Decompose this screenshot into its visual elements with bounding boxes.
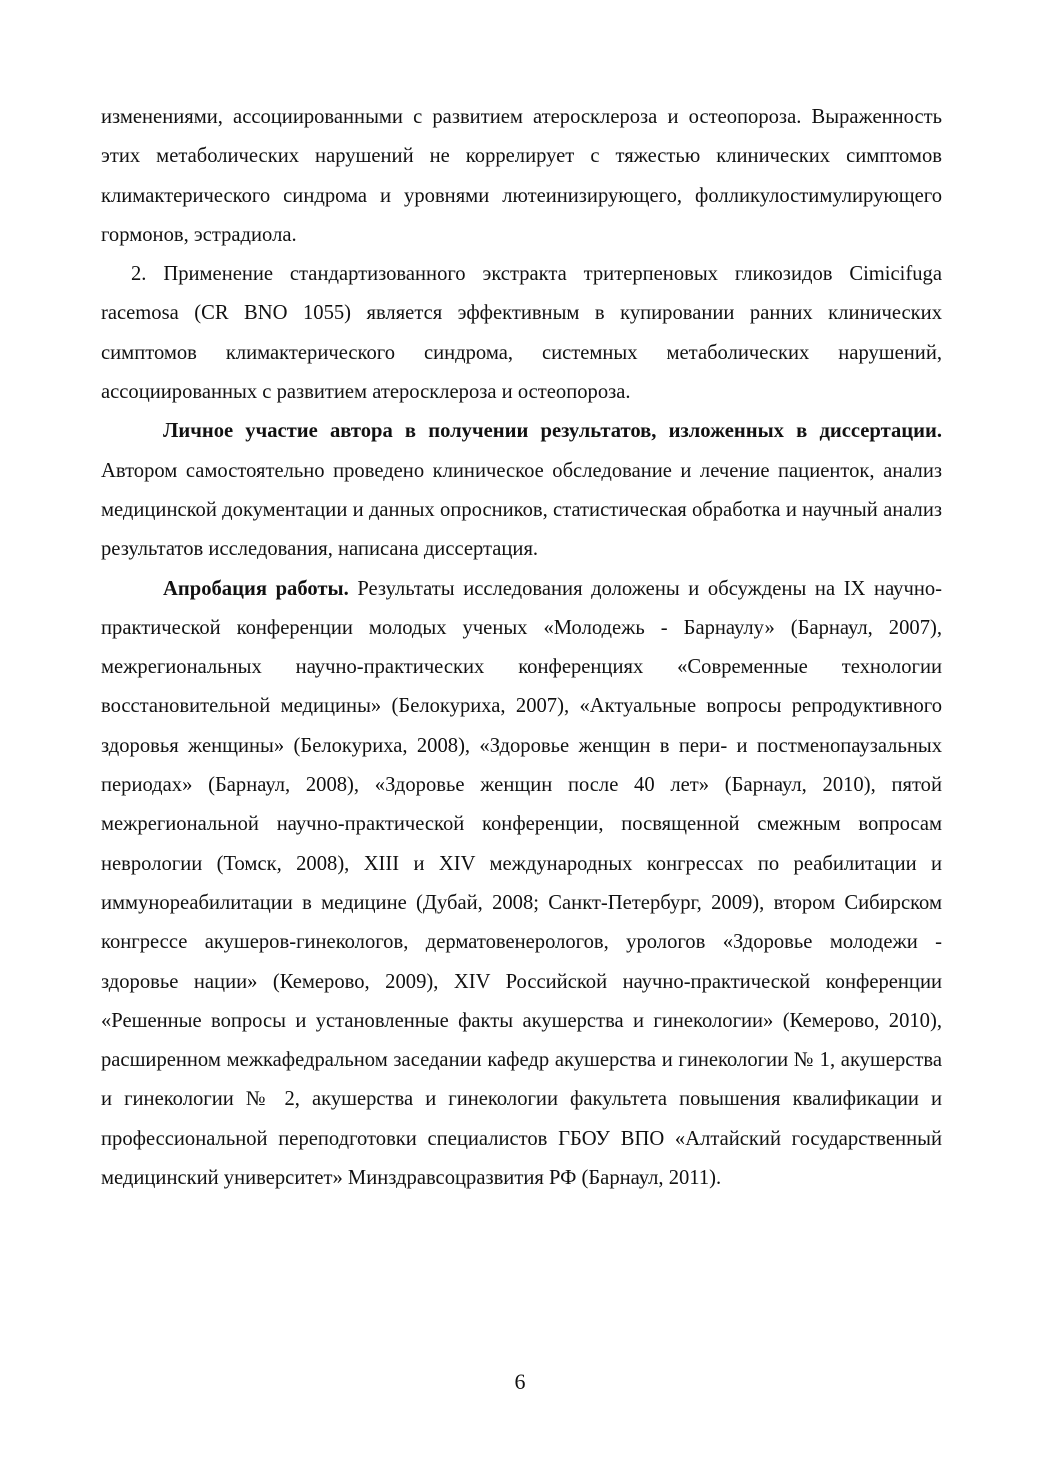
document-page xyxy=(101,98,942,1198)
paragraph-conclusion-2 xyxy=(101,255,942,412)
paragraph-personal-contribution xyxy=(101,412,942,569)
section-heading: Личное участие автора в получении результатов, изложенных в диссертации. xyxy=(163,420,942,443)
page-number: 6 xyxy=(514,1369,526,1394)
list-number: 2. xyxy=(131,263,147,286)
paragraph-conclusion-1-continued xyxy=(101,98,942,255)
paragraph-text: Автором самостоятельно проведено клиническое обследование и лечение пациенток, анализ медицинской документации и данных опросников, статистическая обработка и научный анализ результатов исследования, написана диссертация. xyxy=(101,459,942,561)
paragraph-text: изменениями, ассоциированными с развитием атеросклероза и остеопороза. Выраженность этих метаболических нарушений не коррелирует с тяжестью клинических симптомов климактерического синдрома и уровнями лютеинизирующего, фолликулостимулирующего гормонов, эстрадиола. xyxy=(101,106,942,246)
paragraph-text: Применение стандартизованного экстракта тритерпеновых гликозидов Cimicifuga racemosa (CR BNO 1055) является эффективным в купировании ранних клинических симптомов климактерического синдрома, системных метаболических нарушений, ассоциированных с развитием атеросклероза и остеопороза. xyxy=(101,263,942,404)
paragraph-text: Результаты исследования доложены и обсуждены на IX научно-практической конференции молодых ученых «Молодежь - Барнаулу» (Барнаул, 2007), межрегиональных научно-практических конференциях «Современные технологии восстановительной медицины» (Белокуриха, 2007), «Актуальные вопросы репродуктивного здоровья женщины» (Белокуриха, 2008), «Здоровье женщин в пери- и постменопаузальных периодах» (Барнаул, 2008), «Здоровье женщин после 40 лет» (Барнаул, 2010), пятой межрегиональной научно-практической конференции, посвященной смежным вопросам неврологии (Томск, 2008), XIII и XIV международных конгрессах по реабилитации и иммунореабилитации в медицине (Дубай, 2008; Санкт-Петербург, 2009), втором Сибирском конгрессе акушеров-гинекологов, дерматовенерологов, урологов «Здоровье молодежи - здоровье нации» (Кемерово, 2009), XIV Российской научно-практической конференции «Решенные вопросы и установленные факты акушерства и гинекологии» (Кемерово, 2010), расширенном межкафедральном заседании кафедр акушерства и гинекологии № 1, акушерства и гинекологии № 2, акушерства и гинекологии факультета повышения квалификации и профессиональной переподготовки специалистов ГБОУ ВПО «Алтайский государственный медицинский университет» Минздравсоцразвития РФ (Барнаул, 2011). xyxy=(101,577,942,1190)
section-heading: Апробация работы. xyxy=(163,577,349,600)
paragraph-approbation xyxy=(101,570,942,1199)
